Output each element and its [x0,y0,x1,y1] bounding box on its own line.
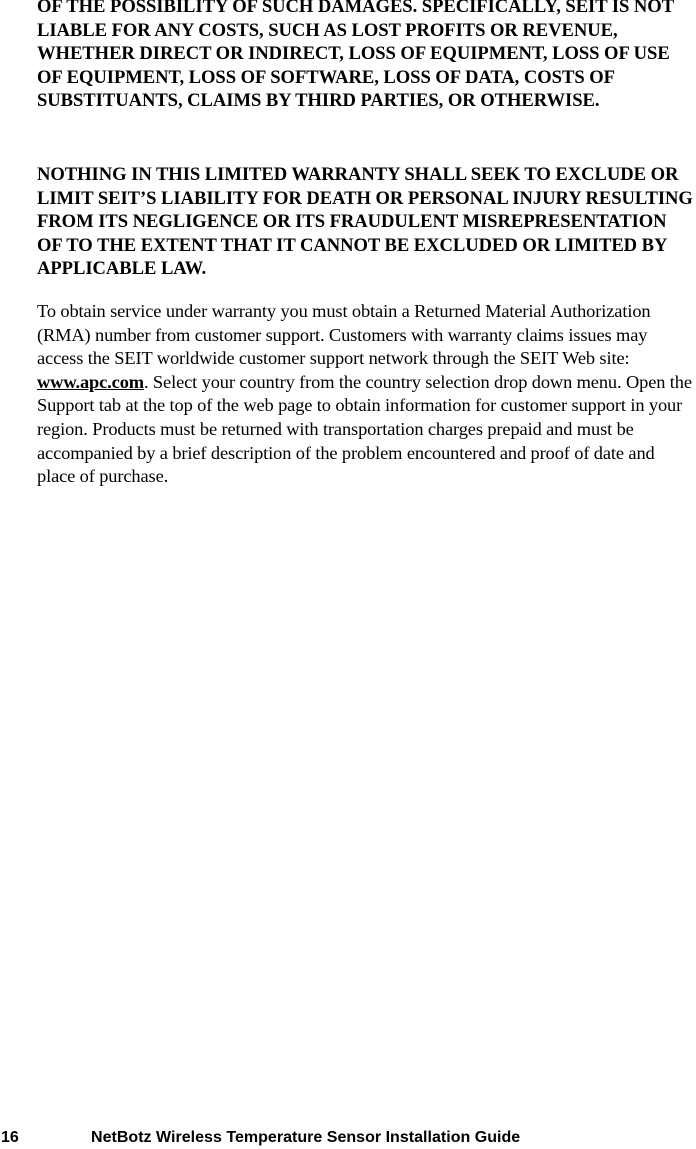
service-instructions-paragraph [37,300,696,489]
liability-disclaimer-paragraph: OF THE POSSIBILITY OF SUCH DAMAGES. SPECIFICALLY, SEIT IS NOT LIABLE FOR ANY COSTS, SUCH AS LOST PROFITS OR REVENUE, WHETHER DIRECT OR INDIRECT, LOSS OF EQUIPMENT, LOSS OF USE OF EQUIPMENT, LOSS OF SOFTWARE, LOSS OF DATA, COSTS OF SUBSTITUANTS, CLAIMS BY THIRD PARTIES, OR OTHERWISE. [37,0,674,112]
service-instructions-text-after-link: . Select your country from the country selection drop down menu. Open the Support tab at the top of the web page to obtain information for customer support in your region. Products must be returned with transportation charges prepaid and must be accompanied by a brief description of the problem encountered and proof of date and place of purchase. [37,371,692,487]
page-number: 16 [1,1129,19,1146]
service-instructions-text-before-link: To obtain service under warranty you must obtain a Returned Material Authorization (RMA) number from customer support. Customers with warranty claims issues may access the SEIT worldwide customer support network through the SEIT Web site: [37,301,651,369]
page-footer [0,1128,696,1148]
apc-website-link[interactable]: www.apc.com [37,371,144,392]
document-title: NetBotz Wireless Temperature Sensor Installation Guide [91,1129,521,1146]
death-injury-exclusion-paragraph: NOTHING IN THIS LIMITED WARRANTY SHALL SEEK TO EXCLUDE OR LIMIT SEIT’S LIABILITY FOR DEATH OR PERSONAL INJURY RESULTING FROM ITS NEGLIGENCE OR ITS FRAUDULENT MISREPRESENTATION OF TO THE EXTENT THAT IT CANNOT BE EXCLUDED OR LIMITED BY APPLICABLE LAW. [37,164,693,280]
